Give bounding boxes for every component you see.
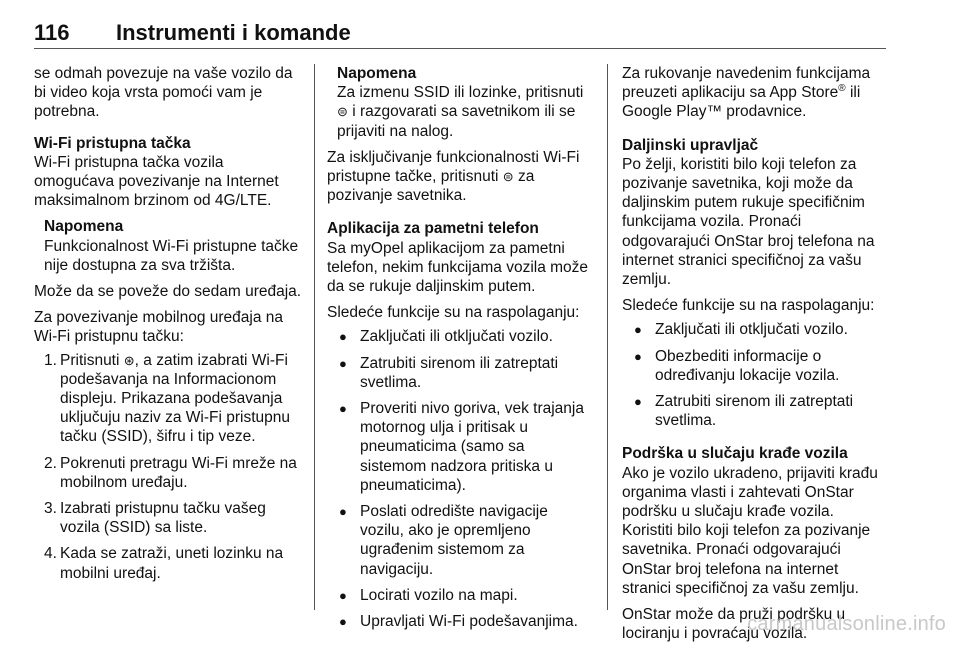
phone-button-icon: ⊛ <box>123 352 135 368</box>
theft-section-title: Podrška u slučaju krađe vozila <box>622 445 848 463</box>
list-item <box>327 586 592 605</box>
note-box <box>327 64 592 141</box>
note-text <box>337 83 592 141</box>
column-2 <box>327 64 592 638</box>
wifi-section-title: Wi-Fi pristupna tačka <box>34 134 191 152</box>
column-3 <box>622 64 887 650</box>
note-text-after: i razgovarati sa savetnikom ili se prijaviti na nalog. <box>337 103 576 140</box>
wifi-paragraph: Wi-Fi pristupna tačka vozila omogućava povezivanje na Internet maksimalnom brzinom od 4G/LTE. <box>34 153 279 210</box>
bullet: ● <box>634 348 642 364</box>
app-functions-list <box>327 327 592 631</box>
column-divider-2 <box>607 64 608 610</box>
devices-paragraph: Može da se poveže do sedam uređaja. <box>34 283 302 301</box>
bullet: ● <box>339 401 347 417</box>
list-item <box>622 320 887 339</box>
header-divider <box>34 48 886 49</box>
registered-mark: ® <box>838 83 846 95</box>
remote-functions-list <box>622 320 887 430</box>
bullet-text: Zatrubiti sirenom ili zatreptati svetlima. <box>655 393 854 430</box>
page-number: 116 <box>34 20 70 45</box>
step-text-after: , a zatim izabrati Wi-Fi podešavanja na Informacionom displeju. Prikazana podešavanja uključuju naziv za Wi-Fi pristupnu tačku (SSID), šifru i tip veze. <box>60 351 291 446</box>
step-number: 3. <box>44 500 57 518</box>
stores-paragraph <box>622 64 887 122</box>
note-text-before: Za izmenu SSID ili lozinke, pritisnuti <box>337 84 584 102</box>
step-text-before: Pritisnuti <box>60 351 124 369</box>
list-item <box>34 544 302 582</box>
bullet: ● <box>339 355 347 371</box>
theft-paragraph: Ako je vozilo ukradeno, prijaviti krađu organima vlasti i zahtevati OnStar podršku u slučaju krađe vozila. Koristiti bilo koji telefon za pozivanje savetnika. Pronaći odgovarajući OnStar broj telefona na internet stranici specifičnoj za vašu zemlju. <box>622 464 878 597</box>
bullet-text: Zaključati ili otključati vozilo. <box>655 321 848 339</box>
bullet: ● <box>339 614 347 630</box>
intro-paragraph: se odmah povezuje na vaše vozilo da bi video koja vrsta pomoći vam je potrebna. <box>34 65 293 121</box>
note-box <box>34 217 302 275</box>
step-text: Izabrati pristupnu tačku vašeg vozila (SSID) sa liste. <box>60 500 266 537</box>
list-item <box>327 399 592 495</box>
step-text: Kada se zatraži, uneti lozinku na mobilni uređaj. <box>60 545 284 582</box>
disable-paragraph <box>327 148 592 206</box>
bullet-text: Zaključati ili otključati vozilo. <box>360 328 553 346</box>
bullet-text: Upravljati Wi-Fi podešavanjima. <box>360 613 578 631</box>
list-item <box>327 612 592 631</box>
disable-text-before: Za isključivanje funkcionalnosti Wi-Fi pristupne tačke, pritisnuti <box>327 148 580 186</box>
note-label: Napomena <box>337 65 417 82</box>
bullet-text: Locirati vozilo na mapi. <box>360 586 518 604</box>
steps-list <box>34 351 302 583</box>
bullet: ● <box>339 329 347 345</box>
onstar-paragraph: OnStar može da pruži podršku u lociranju i povraćaju vozila. <box>622 606 846 643</box>
list-item <box>327 502 592 579</box>
bullet: ● <box>339 587 347 603</box>
app-paragraph: Sa myOpel aplikacijom za pametni telefon, nekim funkcijama vozila može da se rukuje daljinskim putem. <box>327 239 589 296</box>
list-item <box>327 327 592 346</box>
list-item <box>34 351 302 447</box>
note-label: Napomena <box>44 218 124 236</box>
step-number: 2. <box>44 454 57 472</box>
list-item <box>327 354 592 392</box>
bullet-text: Zatrubiti sirenom ili zatreptati svetlima. <box>360 354 559 391</box>
connect-paragraph: Za povezivanje mobilnog uređaja na Wi-Fi pristupnu tačku: <box>34 309 284 346</box>
page-header <box>34 20 884 48</box>
bullet: ● <box>339 504 347 520</box>
bullet-text: Proveriti nivo goriva, vek trajanja motornog ulja i pritisak u pneumaticima (samo sa sistemom nadzora pritiska u pneumaticima). <box>360 400 584 494</box>
column-divider-1 <box>314 64 315 610</box>
page-title: Instrumenti i komande <box>116 20 351 45</box>
bullet-text: Poslati odredište navigacije vozilu, ako je opremljeno ugrađenim sistemom za navigaciju. <box>360 503 548 578</box>
onstar-button-icon: ⊜ <box>337 104 348 120</box>
step-number: 4. <box>44 545 57 563</box>
stores-text-after: ili Google Play™ prodavnice. <box>622 84 861 121</box>
onstar-button-icon: ⊜ <box>502 169 514 185</box>
functions-intro: Sledeće funkcije su na raspolaganju: <box>327 304 580 322</box>
remote-section-title: Daljinski upravljač <box>622 136 759 154</box>
list-item <box>622 392 887 430</box>
column-1 <box>34 64 302 590</box>
step-text: Pokrenuti pretragu Wi-Fi mreže na mobilnom uređaju. <box>60 454 297 491</box>
functions-intro: Sledeće funkcije su na raspolaganju: <box>622 297 875 315</box>
disable-text-after: za pozivanje savetnika. <box>327 168 535 205</box>
list-item <box>34 499 302 537</box>
list-item <box>34 454 302 492</box>
remote-paragraph: Po želji, koristiti bilo koji telefon za pozivanje savetnika, koji može da daljinskim putem rukuje specifičnim funkcijama vozila. Pronaći odgovarajući OnStar broj telefona na internet stranici specifičnoj za vašu zemlju. <box>622 155 875 289</box>
stores-text-before: Za rukovanje navedenim funkcijama preuzeti aplikaciju sa App Store <box>622 65 871 102</box>
list-item <box>622 347 887 385</box>
watermark: carmanualsonline.info <box>747 613 946 635</box>
bullet: ● <box>634 394 642 410</box>
step-number: 1. <box>44 351 57 369</box>
app-section-title: Aplikacija za pametni telefon <box>327 220 539 238</box>
bullet-text: Obezbediti informacije o određivanju lokacije vozila. <box>655 347 840 384</box>
bullet: ● <box>634 322 642 338</box>
note-text: Funkcionalnost Wi-Fi pristupne tačke nije dostupna za sva tržišta. <box>44 237 299 274</box>
